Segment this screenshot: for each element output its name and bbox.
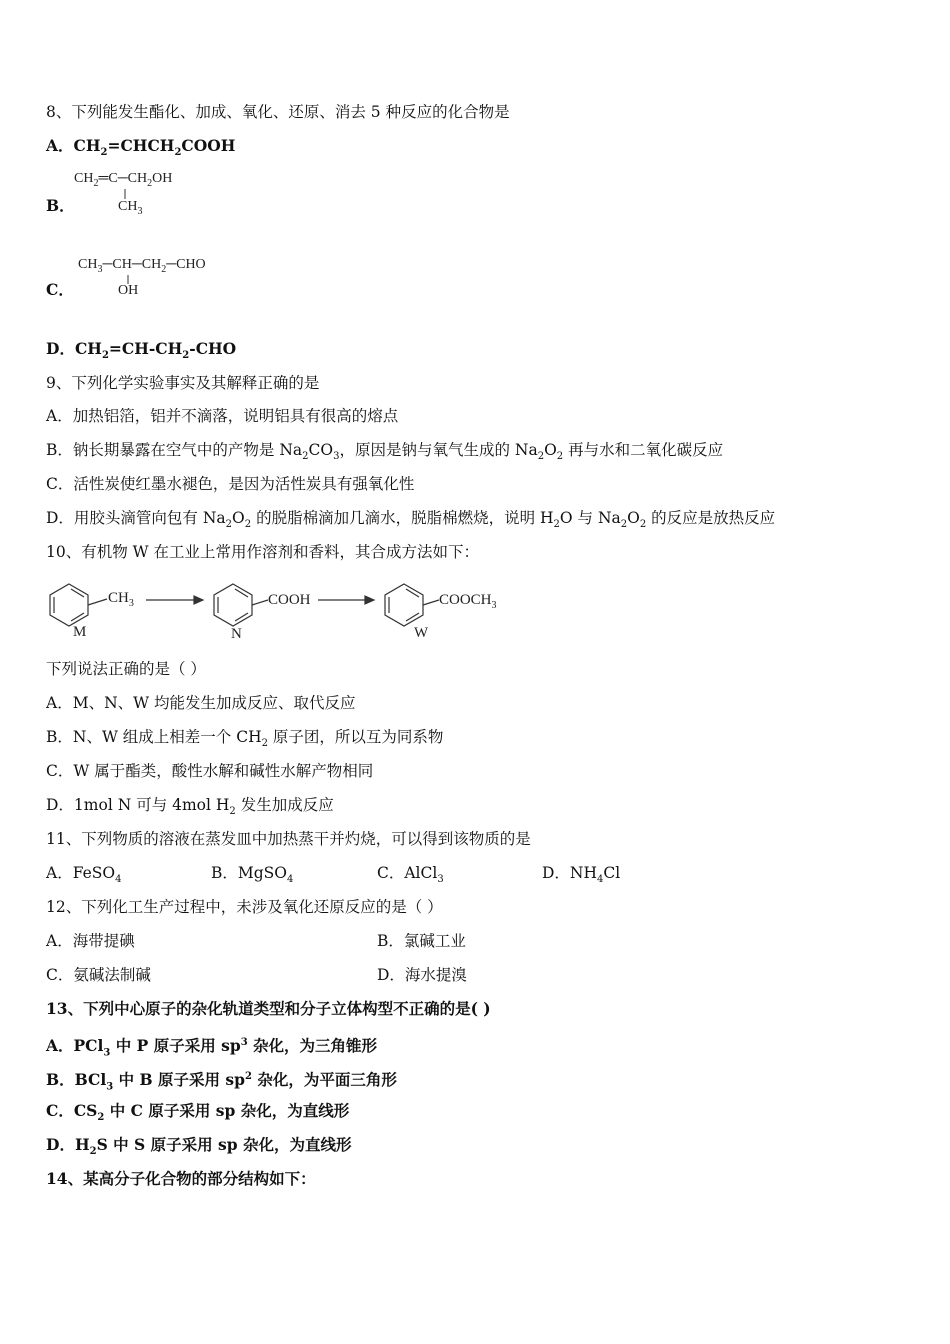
q8-option-b-label: B． (46, 196, 75, 215)
q8-b-structure-branch: $CH_3$ (118, 199, 143, 217)
q12-stem: 12、下列化工生产过程中，未涉及氧化还原反应的是（ ） (46, 898, 443, 916)
q13-option-c: C．$CS_2$ 中 C 原子采用 sp 杂化，为直线形 (46, 1101, 350, 1124)
q8-c-structure-branch: OH (118, 283, 139, 298)
reaction-arrow-2 (318, 596, 374, 604)
q8-option-a: A．$CH_2=CHCH_2COOH$ (46, 136, 236, 159)
q11-option-c: C．AlCl$_3$ (377, 864, 444, 886)
n-label: N (231, 626, 242, 642)
w-substituent: $COOCH_3$ (439, 592, 497, 611)
q8-option-d: D．$CH_2=CH-CH_2$-CHO (46, 339, 237, 362)
q14-stem: 14、某高分子化合物的部分结构如下： (46, 1169, 316, 1188)
q10-reaction-scheme (0, 0, 1, 1)
q12-option-d: D．海水提溴 (377, 966, 467, 984)
q13-stem: 13、下列中心原子的杂化轨道类型和分子立体构型不正确的是( ) (46, 999, 491, 1018)
q10-prompt: 下列说法正确的是（ ） (46, 660, 206, 678)
q9-stem: 9、下列化学实验事实及其解释正确的是 (46, 374, 320, 392)
q9-option-c: C．活性炭使红墨水褪色，是因为活性炭具有强氧化性 (46, 475, 415, 493)
q8-c-structure-main: $CH_3─CH─CH_2─CHO$ (78, 257, 206, 275)
q11-option-a: A．FeSO$_4$ (46, 864, 122, 886)
q12-option-a: A．海带提碘 (46, 932, 135, 950)
q10-option-b: B．N、W 组成上相差一个 $CH_2$ 原子团，所以互为同系物 (46, 728, 444, 750)
w-label: W (414, 625, 429, 641)
q11-stem: 11、下列物质的溶液在蒸发皿中加热蒸干并灼烧，可以得到该物质的是 (46, 830, 531, 848)
q13-option-a: A．PCl$_3$ 中 P 原子采用 $sp^3$ 杂化，为三角锥形 (46, 1036, 378, 1059)
m-label: M (73, 624, 87, 640)
m-substituent: $CH_3$ (108, 590, 134, 609)
n-benzene-ring (214, 584, 268, 626)
q12-option-c: C．氨碱法制碱 (46, 966, 151, 984)
q10-option-c: C．W 属于酯类，酸性水解和碱性水解产物相同 (46, 762, 374, 780)
n-substituent: COOH (268, 592, 311, 608)
q9-option-d: D．用胶头滴管向包有 $Na_2O_2$ 的脱脂棉滴加几滴水，脱脂棉燃烧，说明 $H_2O$ 与 $Na_2O_2$ 的反应是放热反应 (46, 509, 776, 531)
reaction-arrow-1 (146, 596, 203, 604)
q8-stem: 8、下列能发生酯化、加成、氧化、还原、消去 5 种反应的化合物是 (46, 103, 510, 121)
q10-option-a: A．M、N、W 均能发生加成反应、取代反应 (46, 694, 356, 712)
q11-option-b: B．MgSO$_4$ (211, 864, 294, 886)
q10-stem: 10、有机物 W 在工业上常用作溶剂和香料，其合成方法如下： (46, 543, 480, 561)
q13-option-d: D．$H_2S$ 中 S 原子采用 sp 杂化，为直线形 (46, 1135, 352, 1158)
w-benzene-ring (385, 584, 439, 626)
q10-option-d: D．1mol N 可与 4mol $H_2$ 发生加成反应 (46, 796, 334, 818)
q12-option-b: B．氯碱工业 (377, 932, 466, 950)
q9-option-b: B．钠长期暴露在空气中的产物是 $Na_2CO_3$，原因是钠与氧气生成的 $Na_2O_2$ 再与水和二氧化碳反应 (46, 441, 724, 463)
q8-b-structure-main: $CH_2═C─CH_2OH$ (74, 171, 173, 189)
q8-option-c-label: C． (46, 280, 74, 299)
m-benzene-ring (50, 584, 107, 626)
q13-option-b: B．BCl$_3$ 中 B 原子采用 $sp^2$ 杂化，为平面三角形 (46, 1070, 397, 1093)
q11-option-d: D．$NH_4Cl$ (542, 864, 621, 886)
q9-option-a: A．加热铝箔，铝并不滴落，说明铝具有很高的熔点 (46, 407, 399, 425)
